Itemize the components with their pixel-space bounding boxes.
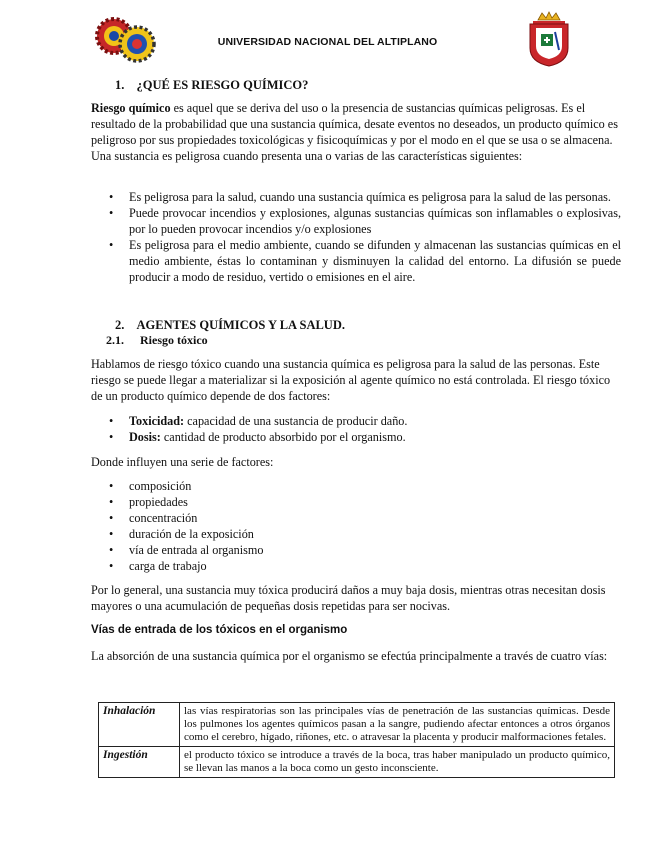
subsection-2-1-title: Riesgo tóxico xyxy=(140,333,208,347)
influence-intro: Donde influyen una serie de factores: xyxy=(91,455,274,469)
route-description-cell: las vías respiratorias son las principales vías de penetración de las sustancias químicas. Desde los pulmones los agentes químicos pasan a la sangre, pudiendo afectar entonces a otros órganos como el cerebro, hígado, riñones, etc. o atravesar la placenta y producir malformaciones fetales. xyxy=(180,703,615,747)
section-2-number: 2. xyxy=(115,318,125,332)
section-2-heading xyxy=(115,318,345,333)
subsection-2-1-number: 2.1. xyxy=(106,333,124,347)
section-1-heading xyxy=(115,78,308,93)
list-item: • Es peligrosa para la salud, cuando una sustancia química es peligrosa para la salud de las personas. xyxy=(109,190,611,204)
list-item: • carga de trabajo xyxy=(109,559,207,573)
influence-list xyxy=(91,478,621,574)
list-item: • vía de entrada al organismo xyxy=(109,543,264,557)
list-item: • propiedades xyxy=(109,495,188,509)
list-item: • Puede provocar incendios y explosiones, algunas sustancias químicas son inflamables o explosivas, por lo pueden provocar incendios y/o explosiones xyxy=(109,206,621,236)
route-description-cell: el producto tóxico se introduce a través de la boca, tras haber manipulado un producto químico, se llevan las manos a la boca como un gesto inconsciente. xyxy=(180,747,615,778)
list-item: • composición xyxy=(109,479,192,493)
vias-intro: La absorción de una sustancia química por el organismo se efectúa principalmente a través de cuatro vías: xyxy=(91,649,608,663)
list-item: • Toxicidad: capacidad de una sustancia de producir daño. xyxy=(109,414,408,428)
route-cell: Ingestión xyxy=(99,747,180,778)
list-item: • Dosis: cantidad de producto absorbido por el organismo. xyxy=(109,430,406,444)
vias-table xyxy=(98,702,615,778)
subsection-2-1-heading xyxy=(106,333,208,348)
list-item: • concentración xyxy=(109,511,198,525)
intro-term: Riesgo químico xyxy=(91,101,171,115)
university-title: UNIVERSIDAD NACIONAL DEL ALTIPLANO xyxy=(217,36,438,48)
section-1-bullet-list xyxy=(91,189,621,285)
conclusion-paragraph: Por lo general, una sustancia muy tóxica producirá daños a muy baja dosis, mientras otras necesitan dosis mayores o una acumulación de pequeñas dosis repetidas para ser nocivas. xyxy=(91,583,606,613)
list-item: • Es peligrosa para el medio ambiente, cuando se difunden y almacenan las sustancias químicas en el medio ambiente, éstas lo contaminan y disminuyen la calidad del entorno. La difusión se puede producir a modo de residuo, vertido o emisiones en el aire. xyxy=(109,238,621,284)
route-cell: Inhalación xyxy=(99,703,180,747)
section-1-number: 1. xyxy=(115,78,125,92)
factors-list xyxy=(91,413,621,445)
university-crest-logo xyxy=(524,10,574,68)
vias-heading: Vías de entrada de los tóxicos en el organismo xyxy=(91,624,348,636)
section-2-title: AGENTES QUÍMICOS Y LA SALUD. xyxy=(136,318,345,332)
list-item: • duración de la exposición xyxy=(109,527,254,541)
intro-text: es aquel que se deriva del uso o la presencia de sustancias químicas peligrosas. Es el resultado de la probabilidad que una sustancia química, desate eventos no deseados, un producto químico es peligroso por sus propiedades toxicológicas y fisicoquímicas y por el modo en el que se usa o se almacena. Una sustancia es peligrosa cuando presenta una o varias de las características siguientes: xyxy=(91,101,618,163)
riesgo-toxico-intro: Hablamos de riesgo tóxico cuando una sustancia química es peligrosa para la salud de las personas. Este riesgo se puede llegar a materializar si la exposición al agente químico no está controlada. El riesgo tóxico de un producto químico depende de dos factores: xyxy=(91,357,611,403)
table-row xyxy=(99,747,615,778)
section-1-intro xyxy=(91,100,621,164)
table-row xyxy=(99,703,615,747)
section-1-title: ¿QUÉ ES RIESGO QUÍMICO? xyxy=(136,78,309,92)
